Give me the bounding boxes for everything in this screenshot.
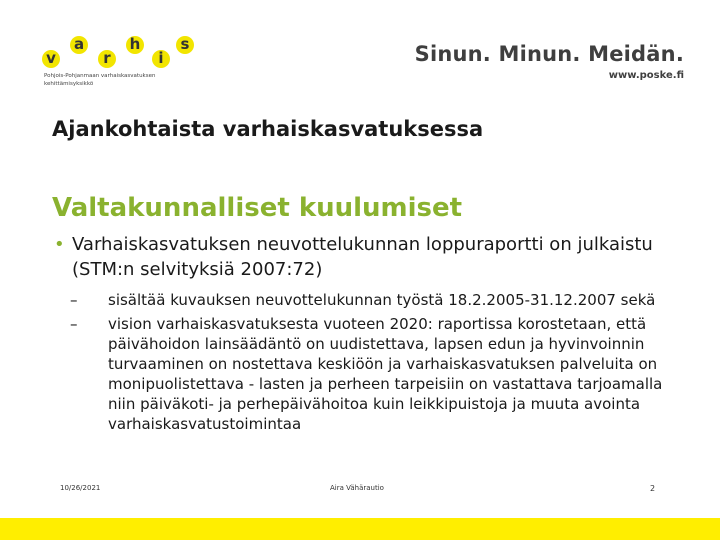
bullet-text: Varhaiskasvatuksen neuvottelukunnan loppuraportti on julkaistu (STM:n selvityksiä 2007:72) (72, 234, 653, 280)
bullet-item (54, 232, 694, 282)
slogan: Sinun. Minun. Meidän. (414, 42, 684, 66)
bullet-icon: • (54, 234, 65, 255)
page-number: 2 (650, 484, 656, 493)
logo-letter-s: s (176, 36, 194, 54)
logo-letters (40, 32, 210, 70)
sub-list-item (70, 314, 690, 434)
dash-icon: – (70, 291, 78, 309)
logo-letter-i: i (152, 50, 170, 68)
logo-subtitle (44, 72, 194, 88)
sub-list-item (70, 290, 690, 310)
sub-item-text: vision varhaiskasvatuksesta vuoteen 2020: raportissa korostetaan, että päivähoidon lainsäädäntö on uudistettava, lapsen edun ja hyvinvoinnin turvaaminen on nostettava keskiöön ja varhaiskasvatuksen palveluita on monipuolistettava - lasten ja perheen tarpeisiin on vastattava tarjoamalla niin päiväkoti- ja perhepäivähoitoa kuin leikkipuistoja ja muuta avointa varhaiskasvatustoimintaa (108, 315, 663, 433)
sub-list (70, 290, 690, 438)
sub-item-text: sisältää kuvauksen neuvottelukunnan työstä 18.2.2005-31.12.2007 sekä (108, 291, 656, 309)
slide-title: Ajankohtaista varhaiskasvatuksessa (52, 117, 484, 141)
logo-letter-v: v (42, 50, 60, 68)
varhis-logo (40, 32, 210, 102)
bullet-list (54, 232, 694, 282)
slide-subtitle: Valtakunnalliset kuulumiset (52, 193, 463, 223)
dash-icon: – (70, 315, 78, 333)
website-link[interactable]: www.poske.fi (608, 70, 684, 81)
logo-letter-h: h (126, 36, 144, 54)
logo-letter-r: r (98, 50, 116, 68)
footer-author: Aira Vähärautio (330, 484, 384, 492)
logo-letter-a: a (70, 36, 88, 54)
footer-bar (0, 518, 720, 540)
footer-date: 10/26/2021 (60, 484, 101, 492)
logo-subtitle-line2: kehittämisyksikkö (44, 81, 94, 87)
logo-subtitle-line1: Pohjois-Pohjanmaan varhaiskasvatuksen (44, 73, 156, 79)
